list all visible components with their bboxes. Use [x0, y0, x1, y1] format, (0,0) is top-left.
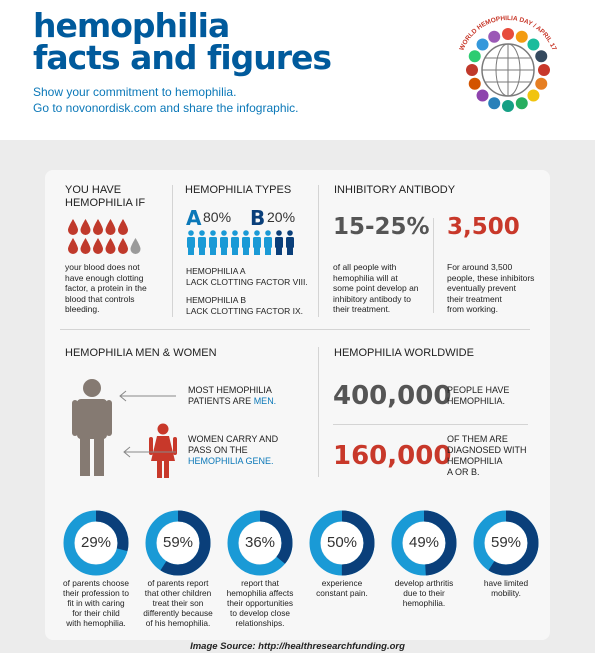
red-drop-icon: [81, 238, 91, 254]
inh2-line: people, these inhibitors: [447, 272, 535, 283]
logo-person-icon: [488, 31, 500, 43]
person-dark-icon: [275, 230, 283, 255]
donut-caption-line: that other children: [144, 588, 212, 598]
worldwide-stat1-line1: PEOPLE HAVE: [447, 385, 510, 395]
you-have-title-line1: YOU HAVE: [65, 184, 122, 196]
you-have-line: blood that controls: [65, 293, 135, 304]
logo-person-icon: [469, 78, 481, 90]
person-light-icon: [253, 230, 261, 255]
donut-caption-line: to develop close: [230, 608, 290, 618]
type-a-percent: 80%: [203, 209, 232, 225]
subtitle-line2: Go to novonordisk.com and share the infographic.: [33, 101, 299, 115]
red-drop-icon: [106, 238, 116, 254]
worldwide-stat1-line2: HEMOPHILIA.: [447, 396, 506, 406]
red-drop-icon: [93, 219, 103, 235]
worldwide-stat2-line3: HEMOPHILIA: [447, 456, 503, 466]
donut-caption-line: develop arthritis: [394, 578, 454, 588]
donut-percent-label: 29%: [80, 534, 112, 551]
image-source: Image Source: http://healthresearchfunding.org: [190, 641, 405, 652]
donut-caption-line: their profession to: [63, 588, 129, 598]
logo-person-icon: [477, 39, 489, 51]
logo-person-icon: [516, 31, 528, 43]
you-have-line: bleeding.: [65, 304, 100, 314]
logo-person-icon: [535, 78, 547, 90]
red-drop-icon: [68, 238, 78, 254]
person-light-icon: [242, 230, 250, 255]
you-have-line: have enough clotting: [65, 272, 144, 283]
women-text-line3: HEMOPHILIA GENE.: [188, 456, 274, 466]
logo-person-icon: [527, 89, 539, 101]
inh1-line: inhibitory antibody to: [333, 293, 411, 304]
type-a-line2: LACK CLOTTING FACTOR VIII.: [186, 277, 308, 287]
logo-person-icon: [469, 50, 481, 62]
divider: [333, 424, 528, 425]
red-drop-icon: [118, 238, 128, 254]
inh2-line: their treatment: [447, 293, 502, 304]
men-women-title: HEMOPHILIA MEN & WOMEN: [65, 347, 217, 359]
inh2-line: from working.: [447, 304, 499, 314]
women-text-line1: WOMEN CARRY AND: [188, 434, 279, 444]
donut-caption-line: of parents report: [147, 578, 209, 588]
person-light-icon: [264, 230, 272, 255]
worldwide-stat2-line2: DIAGNOSED WITH: [447, 445, 527, 455]
person-light-icon: [209, 230, 217, 255]
donut-caption-line: mobility.: [491, 588, 521, 598]
person-light-icon: [231, 230, 239, 255]
types-title: HEMOPHILIA TYPES: [185, 184, 292, 196]
blood-drops-icon: [64, 216, 164, 256]
donut-caption-line: fit in with caring: [67, 598, 125, 608]
logo-person-icon: [516, 97, 528, 109]
worldwide-stat1: 400,000: [333, 381, 452, 411]
inhibitory-stat2: 3,500: [447, 214, 520, 240]
people-figures-icon: [186, 230, 306, 256]
page-title-line1: hemophilia: [33, 6, 230, 45]
divider: [318, 185, 319, 317]
arrow-left-icon: [118, 390, 178, 402]
person-light-icon: [220, 230, 228, 255]
person-dark-icon: [286, 230, 294, 255]
donut-caption-line: constant pain.: [316, 588, 368, 598]
header: [0, 0, 595, 140]
worldwide-stat2-line4: A OR B.: [447, 467, 480, 477]
person-light-icon: [187, 230, 195, 255]
inhibitory-title: INHIBITORY ANTIBODY: [334, 184, 456, 196]
donut-caption-line: for their child: [72, 608, 120, 618]
logo-person-icon: [502, 28, 514, 40]
inh1-line: some point develop an: [333, 283, 419, 293]
type-a-letter: A: [186, 206, 202, 230]
you-have-line: your blood does not: [65, 262, 140, 272]
worldwide-title: HEMOPHILIA WORLDWIDE: [334, 347, 474, 359]
red-drop-icon: [93, 238, 103, 254]
arrow-left-icon: [122, 446, 178, 458]
logo-person-icon: [466, 64, 478, 76]
donut-caption-line: with hemophilia.: [66, 618, 126, 628]
divider: [60, 329, 530, 330]
inh2-line: eventually prevent: [447, 283, 516, 293]
inh1-line: hemophilia will at: [333, 272, 398, 283]
donut-caption-line: differently because: [143, 608, 213, 618]
worldwide-stat2-line1: OF THEM ARE: [447, 434, 508, 444]
donut-caption-line: have limited: [483, 578, 529, 588]
page-title-line2: facts and figures: [33, 38, 332, 77]
you-have-line: factor, a protein in the: [65, 283, 147, 293]
donut-caption-line: hemophilia affects: [226, 588, 294, 598]
donut-percent-label: 49%: [408, 534, 440, 551]
donut-caption-line: of parents choose: [63, 578, 129, 588]
donut-caption-line: of his hemophilia.: [145, 618, 211, 628]
logo-person-icon: [538, 64, 550, 76]
red-drop-icon: [118, 219, 128, 235]
men-text-line2: PATIENTS ARE MEN.: [188, 396, 277, 406]
red-drop-icon: [68, 219, 78, 235]
worldwide-stat2: 160,000: [333, 441, 452, 471]
logo-person-icon: [527, 39, 539, 51]
donut-percent-label: 59%: [490, 534, 522, 551]
inhibitory-stat1: 15-25%: [333, 214, 430, 240]
logo-text: WORLD HEMOPHILIA DAY / APRIL 17: [458, 14, 558, 52]
logo-person-icon: [477, 89, 489, 101]
donut-caption-line: treat their son: [152, 598, 204, 608]
donut-caption-line: report that: [241, 578, 279, 588]
world-hemophilia-day-logo: [448, 12, 568, 124]
logo-person-icon: [502, 100, 514, 112]
donut-percent-label: 59%: [162, 534, 194, 551]
type-b-line2: LACK CLOTTING FACTOR IX.: [186, 306, 303, 316]
donut-caption-line: relationships.: [235, 618, 285, 628]
inh2-line: For around 3,500: [447, 262, 513, 272]
type-a-line1: HEMOPHILIA A: [186, 266, 246, 276]
donut-percent-label: 50%: [326, 534, 358, 551]
inh1-line: of all people with: [333, 262, 397, 272]
red-drop-icon: [81, 219, 91, 235]
divider: [172, 185, 173, 317]
logo-person-icon: [488, 97, 500, 109]
you-have-title-line2: HEMOPHILIA IF: [65, 197, 146, 209]
type-b-letter: B: [250, 206, 266, 230]
gray-drop-icon: [131, 238, 141, 254]
man-figure-icon: [70, 378, 114, 478]
donut-caption-line: hemophilia.: [402, 598, 446, 608]
divider: [433, 218, 434, 313]
subtitle-line1: Show your commitment to hemophilia.: [33, 85, 237, 99]
donut-caption-line: due to their: [403, 588, 445, 598]
red-drop-icon: [106, 219, 116, 235]
type-b-line1: HEMOPHILIA B: [186, 295, 246, 305]
logo-person-icon: [535, 50, 547, 62]
donut-caption-line: experience: [321, 578, 363, 588]
men-text-line1: MOST HEMOPHILIA: [188, 385, 272, 395]
inh1-line: their treatment.: [333, 304, 391, 314]
type-b-percent: 20%: [267, 209, 296, 225]
person-light-icon: [198, 230, 206, 255]
women-text-line2: PASS ON THE: [188, 445, 248, 455]
donut-percent-label: 36%: [244, 534, 276, 551]
divider: [318, 347, 319, 477]
donut-caption-line: their opportunities: [227, 598, 293, 608]
